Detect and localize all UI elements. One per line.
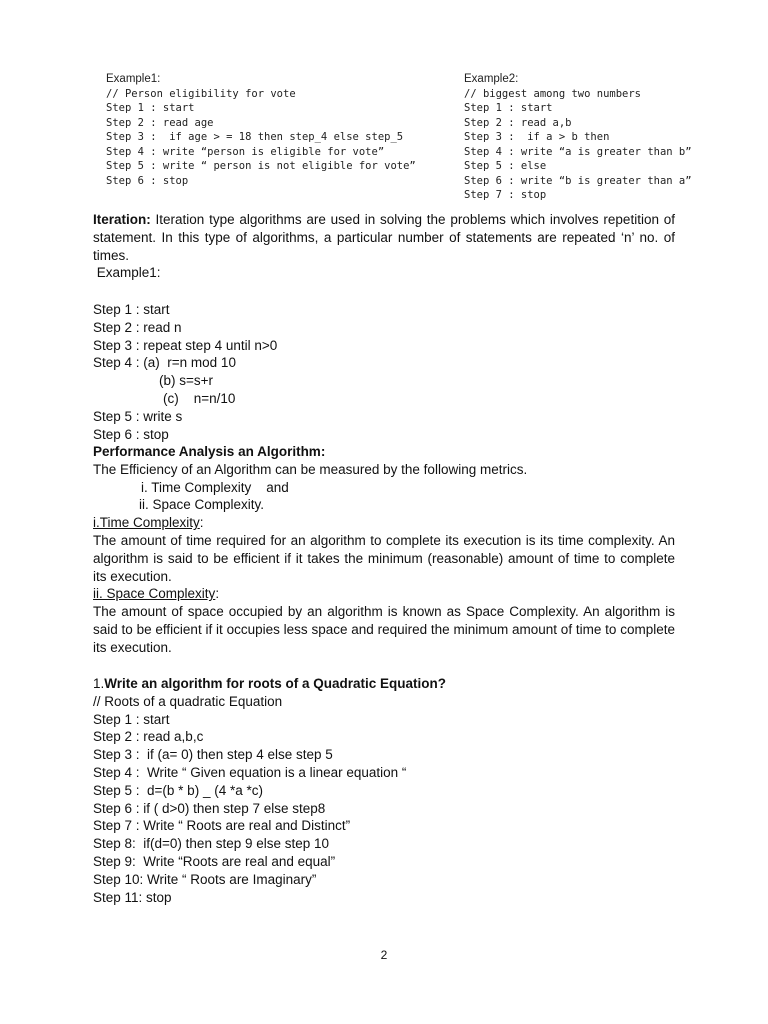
quadratic-line: Step 4 : Write “ Given equation is a linear equation “ (93, 764, 407, 780)
iteration-example-label: Example1: (93, 265, 161, 281)
example1-line: Step 6 : stop (106, 174, 189, 187)
iteration-paragraph (93, 211, 675, 264)
example2-line: Step 5 : else (464, 160, 547, 172)
example1-line: Step 1 : start (106, 102, 195, 114)
quadratic-line: Step 8: if(d=0) then step 9 else step 10 (93, 836, 330, 852)
example2-line: Step 1 : start (464, 102, 553, 114)
example2-line: // biggest among two numbers (464, 87, 642, 100)
iteration-text: Iteration type algorithms are used in solving the problems which involves repetition of statement. In this type of algorithms, a particular number of statements are repeated ‘n’ no. of times. (93, 212, 675, 263)
quadratic-line: Step 7 : Write “ Roots are real and Distinct” (93, 818, 351, 834)
example1-line: Step 5 : write “ person is not eligible for vote” (106, 160, 416, 172)
quadratic-heading (93, 675, 675, 693)
example2-line: Step 4 : write “a is greater than b” (464, 145, 692, 158)
example2-title: Example2: (464, 73, 519, 85)
example2-line: Step 7 : stop (464, 189, 547, 201)
quadratic-line: Step 1 : start (93, 711, 170, 727)
quadratic-line: Step 6 : if ( d>0) then step 7 else step8 (93, 800, 326, 816)
example1-line: Step 2 : read age (106, 116, 214, 129)
question-number: 1. (93, 676, 105, 691)
question-text: Write an algorithm for roots of a Quadratic Equation? (104, 676, 447, 691)
quadratic-line: Step 10: Write “ Roots are Imaginary” (93, 871, 317, 887)
example2-line: Step 2 : read a,b (464, 116, 572, 129)
iteration-section (93, 211, 675, 282)
quadratic-line: Step 5 : d=(b * b) _ (4 *a *c) (93, 782, 263, 798)
example1-title: Example1: (106, 73, 161, 85)
page-number: 2 (380, 948, 388, 962)
performance-intro: The Efficiency of an Algorithm can be measured by the following metrics. (93, 461, 528, 477)
quadratic-section (93, 675, 675, 906)
quadratic-line: Step 9: Write “Roots are real and equal” (93, 853, 336, 869)
quadratic-line: Step 2 : read a,b,c (93, 729, 204, 745)
example2-line: Step 6 : write “b is greater than a” (464, 174, 692, 187)
iteration-steps (93, 301, 675, 443)
example1-code (106, 72, 416, 188)
example1-line: Step 3 : if age > = 18 then step_4 else step_5 (106, 131, 404, 143)
metric-space: ii. Space Complexity. (139, 497, 265, 513)
step-line: Step 2 : read n (93, 319, 182, 335)
step-line: Step 4 : (a) r=n mod 10 (93, 355, 236, 371)
substep-line: (c) n=n/10 (163, 390, 236, 406)
performance-section (93, 443, 675, 657)
performance-heading: Performance Analysis an Algorithm: (93, 444, 326, 459)
quadratic-line: // Roots of a quadratic Equation (93, 693, 283, 709)
time-complexity-text: The amount of time required for an algorithm to complete its execution is its time complexity. An algorithm is said to be efficient if it takes the minimum (reasonable) amount of time to complete its execution. (93, 532, 675, 584)
step-line: Step 3 : repeat step 4 until n>0 (93, 337, 278, 353)
quadratic-line: Step 3 : if (a= 0) then step 4 else step 5 (93, 747, 333, 763)
example2-line: Step 3 : if a > b then (464, 131, 610, 143)
example1-line: Step 4 : write “person is eligible for vote” (106, 145, 385, 158)
metric-time: i. Time Complexity and (141, 479, 289, 495)
iteration-heading: Iteration: (93, 212, 151, 227)
time-complexity-heading: i.Time Complexity: (93, 515, 204, 531)
space-complexity-text: The amount of space occupied by an algorithm is known as Space Complexity. An algorithm is said to be efficient if it occupies less space and required the minimum amount of time to complete its execution. (93, 604, 675, 655)
example1-line: // Person eligibility for vote (106, 87, 296, 100)
quadratic-line: Step 11: stop (93, 889, 172, 905)
step-line: Step 1 : start (93, 302, 170, 317)
step-line: Step 5 : write s (93, 408, 183, 424)
space-complexity-heading: ii. Space Complexity: (93, 586, 220, 602)
example2-code (464, 72, 692, 203)
step-line: Step 6 : stop (93, 426, 169, 442)
substep-line: (b) s=s+r (159, 373, 214, 389)
